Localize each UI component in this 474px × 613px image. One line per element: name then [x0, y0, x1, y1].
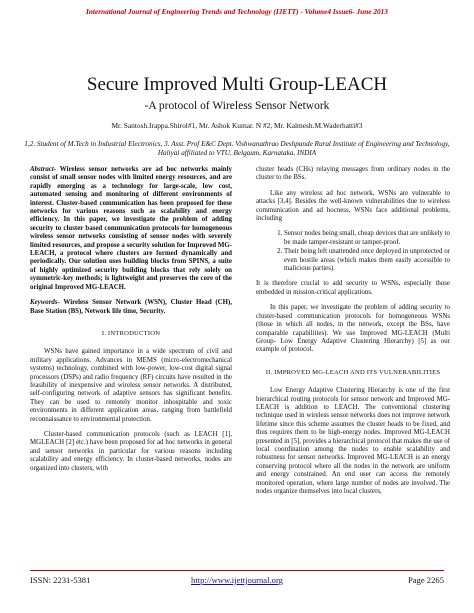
journal-link[interactable]: http://www.ijettjournal.org — [191, 575, 283, 585]
paper-subtitle: -A protocol of Wireless Sensor Network — [144, 100, 330, 112]
journal-header: International Journal of Engineering Trends and Technology (IJETT) - Volume4 Issue6- June 2013 — [86, 7, 388, 16]
right-paragraph-4: In this paper, we investigate the problem of adding security to cluster-based communication protocols for homogeneous WSNs (those in which all nodes, in the network, except the BSs, have comparable capabilities). We use Improved MG-LEACH (Multi Group- Low Energy Adaptive Clustering Hierarchy) [5] as our example of protocol. — [256, 304, 450, 354]
page-number: Page 2265 — [407, 575, 444, 585]
author-list: Mr. Santosh.Irappa.Shirol#1, Mr. Ashok Kumar. N #2, Mr. Kalmesh.M.Waderhatti#3 — [111, 121, 363, 130]
right-column — [256, 166, 450, 503]
abstract-text: Wireless sensor networks are ad hoc networks mainly consist of small sensor nodes with limited energy resources, and are rapidly emerging as a technology for large-scale, low cost, automated sensing and monitoring of different environments of interest. Cluster-based communication has been proposed for these networks for various reasons such as scalability and energy efficiency. In this paper, we investigate the problem of adding security to cluster based communication protocols for homogeneous wireless sensor networks consisting of sensor nodes with severely limited resources, and propose a security solution for Improved MG-LEACH, a protocol where clusters are formed dynamically and periodically. Our solution uses building blocks from SPINS, a suite of highly optimized security building blocks that rely solely on symmetric-key methods; is lightweight and preserves the core of the original Improved MG-LEACH. — [30, 166, 232, 291]
right-paragraph-5: Low Energy Adaptive Clustering Hierarchy is one of the first hierarchical routing protocols for sensor network and Improved MG-LEACH is addition to LEACH. The conventional clustering technique used in wireless sensor networks does not improve network lifetime since this scheme assumes the cluster heads to be fixed, and thus requires them to be high-energy nodes. Improved MG-LEACH presented in [5], provides a hierarchical protocol that makes the use of local coordination among the nodes to enable scalability and robustness for sensor networks. Improved MG-LEACH is an energy conserving protocol where all the nodes in the network are uniform and energy constrained. An end user can access the remotely monitored operation, where large number of nodes are involved. The nodes organize themselves into local clusters, — [256, 387, 451, 495]
left-column — [30, 166, 232, 480]
footer-divider — [30, 570, 444, 571]
keywords — [30, 299, 232, 316]
problem-list — [256, 230, 450, 273]
abstract — [30, 166, 232, 292]
right-paragraph-2: Like any wireless ad hoc network, WSNs are vulnerable to attacks [3,4]. Besides the well-known vulnerabilities due to wireless communication and ad hocness, WSNs face additional problems, including — [256, 189, 450, 223]
right-paragraph-1: cluster heads (CHs) relaying messages from ordinary nodes in the cluster to the BSs. — [256, 166, 450, 182]
section-heading-mg-leach: II. IMPROVED MG-LEACH AND ITS VULNERABILITIES — [265, 368, 441, 376]
right-paragraph-3: It is therefore crucial to add security to WSNs, especially those embedded in mission-critical applications. — [256, 280, 450, 296]
list-item: 1. Sensor nodes being small, cheap devices that are unlikely to be made tamper-resistant or tamper-proof. — [284, 230, 450, 247]
abstract-label: Abstract- — [30, 166, 57, 173]
footer-issn: ISSN: 2231-5381 — [30, 575, 91, 585]
section-heading-introduction: I. INTRODUCTION — [101, 329, 161, 337]
intro-paragraph-2: Cluster-based communication protocols (such as LEACH [1], MGLEACH [2] etc.) have been proposed for ad hoc networks in general and sensor networks in particular for various reasons including scalability and energy efficiency. In cluster-based networks, nodes are organized into clusters, with — [30, 430, 232, 472]
list-item: 2. Their being left unattended once deployed in unprotected or even hostile areas (which makes them easily accessible to malicious parties). — [284, 248, 450, 273]
keywords-label: Keywords- — [30, 299, 60, 307]
keywords-text: Wireless Sensor Network (WSN), Cluster Head (CH), Base Station (BS), Network life time, Security. — [30, 299, 232, 315]
affiliation: 1,2. Student of M.Tech in Industrial Electronics, 3. Asst. Prof E&C Dept. Vishwanathrao Deshpande Rural Institute of Engineering and Technology, Haliyal affiliated to VTU, Belgaum, Karnataka, INDIA — [24, 140, 450, 157]
footer-url — [162, 575, 312, 585]
intro-paragraph-1: WSNs have gained importance in a wide spectrum of civil and military applications. Advances in MEMS (micro-electromechanical systems) technology, combined with low-power, low-cost digital signal processors (DSPs) and radio frequency (RF) circuits have resulted in the feasibility of inexpensive and wireless sensor networks. A distributed, self-configuring network of adaptive sensors has significant benefits. They can be used to remotely monitor inhospitable and toxic environments in different application areas, ranging from battlefield reconnaissance to environmental protection. — [30, 348, 232, 423]
paper-title: Secure Improved Multi Group-LEACH — [86, 74, 388, 95]
